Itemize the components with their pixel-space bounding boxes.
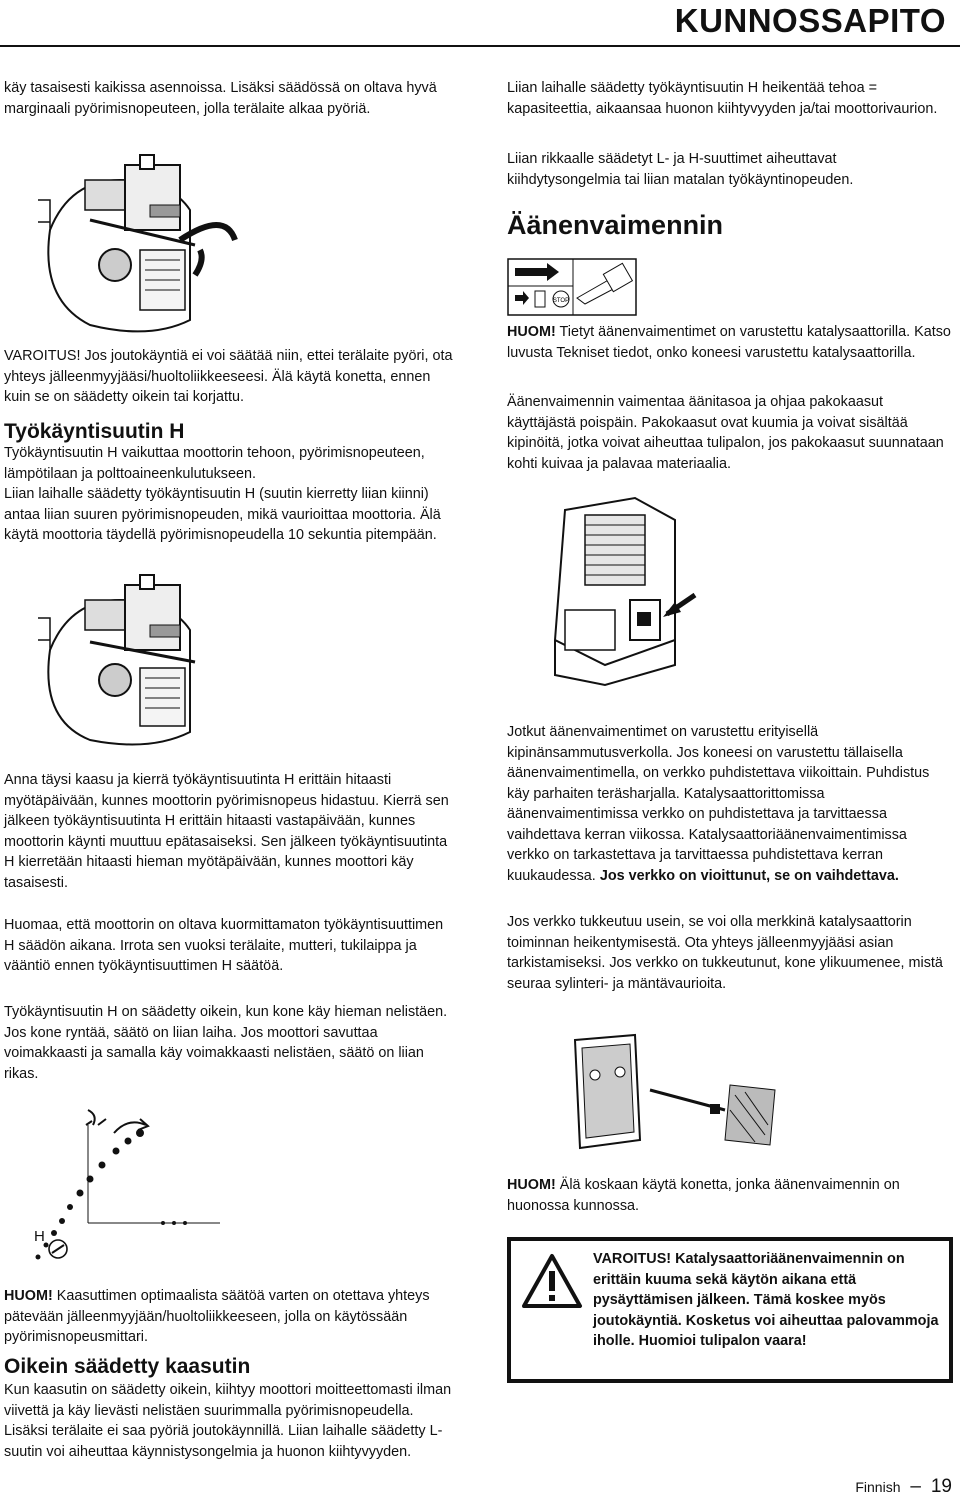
engine-muffler-illustration <box>525 490 725 690</box>
carburetor-h-jet-illustration <box>30 570 250 750</box>
section-heading-carburetor: Oikein säädetty kaasutin <box>4 1355 251 1378</box>
footer-language: Finnish <box>855 1479 901 1495</box>
section-heading-muffler: Äänenvaimennin <box>507 210 724 240</box>
screw-icon <box>46 1237 70 1261</box>
muffler-maintenance-pictogram <box>507 258 637 316</box>
note-label: HUOM! <box>507 324 556 340</box>
warning-label: VAROITUS! <box>4 348 81 364</box>
page-number: 19 <box>930 1476 952 1497</box>
h-jet-paragraph-2: Liian laihalle säädetty työkäyntisuutin H (suutin kierretty liian kiinni) antaa liian suuren pyörimisnopeuden, mikä vaurioittaa moottoria. Älä käytä moottoria täydellä pyörimisnopeudella 10 sekuntia pitempään. <box>4 486 441 543</box>
warning-triangle-icon <box>521 1253 583 1309</box>
spark-arrestor-paragraph <box>507 722 953 886</box>
rich-jets-paragraph: Liian rikkaalle säädetyt L- ja H-suuttimet aiheuttavat kiihdytysongelmia tai liian matalan työkäyntinopeuden. <box>507 151 854 188</box>
warning-text: Jos joutokäyntiä ei voi säätää niin, ettei terälaite pyöri, ota yhteys jälleenmyyjääsi/huoltoliikkeeseesi. Älä käytä konetta, ennen kuin se on säädetty oikein tai korjattu. <box>4 348 453 405</box>
intro-paragraph: käy tasaisesti kaikissa asennoissa. Lisäksi säädössä on oltava hyvä marginaali pyörimisnopeuteen, jolla terälaite alkaa pyöriä. <box>4 80 437 117</box>
spark-arrestor-text: Jotkut äänenvaimentimet on varustettu erityisellä kipinänsammutusverkolla. Jos koneesi on varustettu tällaisella äänenvaimentimella, on verkko puhdistettava viikoittain. Puhdistus käy parhaiten teräsharjalla. Katalysaattorittomissa äänenvaimentimissa verkko on puhdistettava ja tarvittaessa vaihdettava kerran viikossa. Katalysaattoriäänenvaimentimissa verkko on tarkastettava ja tarvittaessa puhdistettava kerran kuukaudessa. <box>507 724 930 884</box>
warning-label: VAROITUS! <box>593 1251 672 1267</box>
warning-paragraph <box>593 1249 945 1352</box>
stop-sign-text: STOP <box>552 298 570 304</box>
muffler-function-paragraph: Äänenvaimennin vaimentaa äänitasoa ja ohjaa pakokaasut käyttäjästä poispäin. Pakokaasut ovat kuumia ja voivat sisältää kipinöitä, jotka voivat aiheuttaa tulipalon, jos pakokaasut suunnataan kohti kuivaa ja palavaa materiaalia. <box>507 394 944 472</box>
muffler-screen-illustration <box>560 1030 800 1170</box>
h-jet-label: H <box>34 1228 45 1245</box>
note-label: HUOM! <box>507 1177 556 1193</box>
header-rule <box>0 45 960 47</box>
correct-adjustment-paragraph: Työkäyntisuutin H on säädetty oikein, kun kone käy hieman nelistäen. Jos kone ryntää, säätö on liian laiha. Jos moottori savuttaa voimakkaasti ja samalla käy voimakkaasti nelistäen, säätö on liian rikas. <box>4 1004 448 1082</box>
h-jet-paragraph-1: Työkäyntisuutin H vaikuttaa moottorin tehoon, pyörimisnopeuteen, lämpötilaan ja polttoaineenkulutukseen. <box>4 445 425 482</box>
note-label: HUOM! <box>4 1288 53 1304</box>
catalytic-warning-box <box>507 1237 953 1383</box>
note-text: Älä koskaan käytä konetta, jonka äänenvaimennin on huonossa kunnossa. <box>507 1177 900 1214</box>
idle-warning <box>4 346 454 408</box>
catalytic-note <box>507 322 953 363</box>
footer-dash: – <box>910 1476 921 1497</box>
adjustment-procedure-paragraph: Anna täysi kaasu ja kierrä työkäyntisuutinta H erittäin hitaasti myötäpäivään, kunnes moottorin pyörimisnopeus hidastuu. Kierrä sen jälkeen työkäyntisuutinta H erittäin hitaasti vastapäivään, kunnes moottorin käynti muuttuu epätasaiseksi. Sen jälkeen työkäyntisuutinta H kierretään hitaasti hieman myötäpäivään, kunnes moottori käy tasaisesti. <box>4 772 449 891</box>
damaged-screen-text: Jos verkko on vioittunut, se on vaihdettava. <box>599 867 899 884</box>
carburetor-note <box>4 1286 454 1348</box>
carburetor-adjustment-illustration <box>30 150 250 340</box>
note-text: Kaasuttimen optimaalista säätöä varten on otettava yhteys pätevään jälleenmyyjään/huoltoliikkeeseen, jolla on käytössään pyörimisnopeusmittari. <box>4 1288 430 1345</box>
carburetor-paragraph: Kun kaasutin on säädetty oikein, kiihtyy moottori moitteettomasti ilman viivettä ja käy lievästi nelistäen suurimmalla pyörimisnopeudella. Lisäksi terälaite ei saa pyöriä joutokäynnillä. Liian laihalle säädetty L-suutin voi aiheuttaa käynnistysongelmia ja huonon kiihtyvyyden. <box>4 1382 452 1460</box>
lean-h-jet-paragraph: Liian laihalle säädetty työkäyntisuutin H heikentää tehoa = kapasiteettia, aikaansaa huonon kiihtyvyyden ja/tai moottorivaurion. <box>507 80 938 117</box>
page-title: KUNNOSSAPITO <box>674 2 946 39</box>
page-footer <box>855 1476 952 1498</box>
section-heading-h-jet: Työkäyntisuutin H <box>4 420 185 443</box>
muffler-condition-note <box>507 1175 953 1216</box>
warning-text: Katalysaattoriäänenvaimennin on erittäin kuuma sekä käytön aikana että pysäyttämisen jälkeen. Tämä koskee myös joutokäyntiä. Kosketus voi aiheuttaa palovammoja iholle. Huomioi tulipalon vaara! <box>593 1251 939 1349</box>
no-load-paragraph: Huomaa, että moottorin on oltava kuormittamaton työkäyntisuuttimen H säädön aikana. Irrota sen vuoksi terälaite, mutteri, tukilaippa ja vääntiö ennen työkäyntisuuttimen H säätöä. <box>4 917 444 974</box>
clogged-screen-paragraph: Jos verkko tukkeutuu usein, se voi olla merkkinä katalysaattorin toiminnan heikentymisestä. Ota yhteys jälleenmyyjääsi asian tarkistamiseksi. Jos verkko on tukkeutunut, kone ylikuumenee, mistä seuraa sylinteri- ja mäntävaurioita. <box>507 914 943 992</box>
note-text: Tietyt äänenvaimentimet on varustettu katalysaattorilla. Katso luvusta Tekniset tiedot, onko koneesi varustettu katalysaattorilla. <box>507 324 951 361</box>
